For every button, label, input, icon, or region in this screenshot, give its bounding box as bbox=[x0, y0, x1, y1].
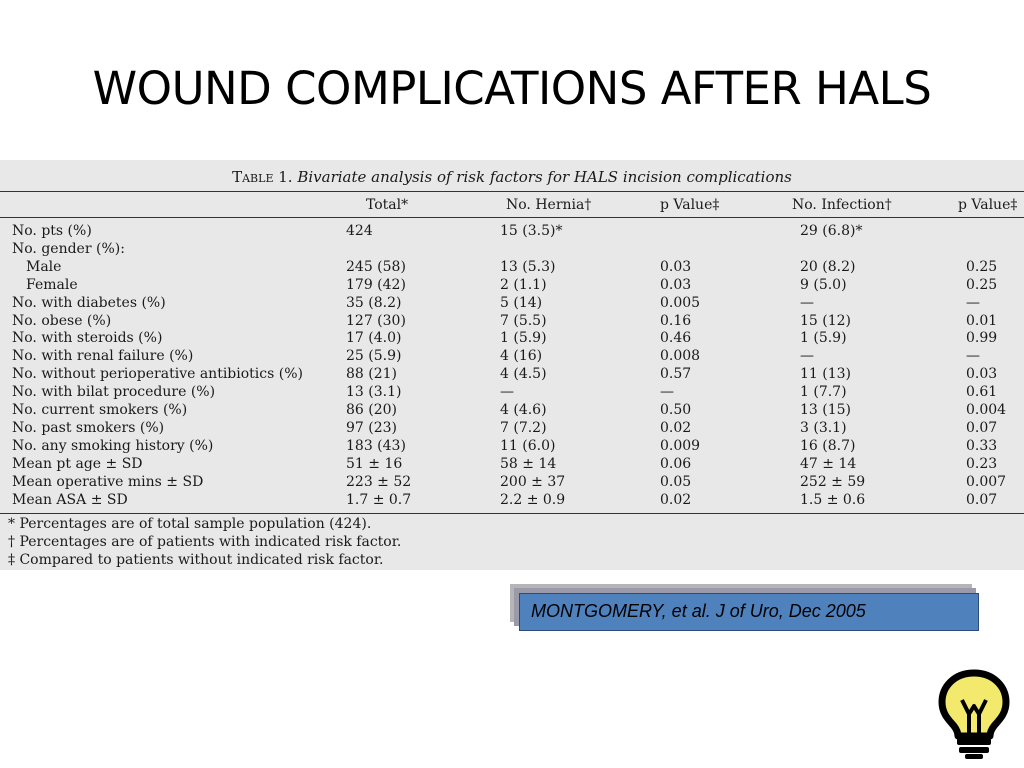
cell-infection: — bbox=[800, 294, 814, 311]
cell-hernia: 1 (5.9) bbox=[500, 330, 547, 347]
footnote-2: † Percentages are of patients with indicated risk factor. bbox=[8, 534, 402, 550]
cell-infection: 1 (7.7) bbox=[800, 384, 847, 401]
cell-total: 245 (58) bbox=[346, 258, 406, 275]
cell-hernia: 58 ± 14 bbox=[500, 455, 557, 472]
table-row bbox=[0, 223, 1024, 241]
table-image bbox=[0, 160, 1024, 570]
footnote-3: ‡ Compared to patients without indicated risk factor. bbox=[8, 552, 384, 568]
cell-p-value-hernia: 0.05 bbox=[660, 473, 692, 490]
row-label: No. past smokers (%) bbox=[12, 419, 165, 436]
cell-p-value-hernia: 0.16 bbox=[660, 312, 692, 329]
cell-p-value-infection: 0.25 bbox=[966, 258, 998, 275]
cell-p-value-infection: 0.33 bbox=[966, 437, 998, 454]
row-label: No. without perioperative antibiotics (%) bbox=[12, 366, 303, 383]
cell-p-value-infection: — bbox=[966, 294, 980, 311]
row-label: No. with bilat procedure (%) bbox=[12, 384, 216, 401]
cell-hernia: 7 (5.5) bbox=[500, 312, 547, 329]
cell-hernia: 2.2 ± 0.9 bbox=[500, 491, 566, 508]
footnote-1: * Percentages are of total sample population (424). bbox=[8, 516, 372, 532]
cell-p-value-infection: — bbox=[966, 348, 980, 365]
table-row bbox=[0, 295, 1024, 313]
cell-p-value-infection: 0.61 bbox=[966, 384, 998, 401]
row-label: No. pts (%) bbox=[12, 223, 92, 239]
lightbulb-icon bbox=[936, 668, 1012, 760]
table-row bbox=[0, 313, 1024, 331]
row-label: Mean ASA ± SD bbox=[12, 491, 128, 508]
table-top-rule bbox=[0, 191, 1024, 192]
table-caption-label: Table 1. bbox=[232, 168, 293, 186]
cell-total: 179 (42) bbox=[346, 276, 406, 293]
cell-infection: 15 (12) bbox=[800, 312, 852, 329]
table-row bbox=[0, 456, 1024, 474]
row-label: Female bbox=[26, 276, 78, 293]
cell-total: 13 (3.1) bbox=[346, 384, 402, 401]
table-row bbox=[0, 366, 1024, 384]
cell-p-value-hernia: 0.02 bbox=[660, 419, 692, 436]
cell-hernia: — bbox=[500, 384, 514, 401]
cell-total: 86 (20) bbox=[346, 402, 398, 418]
cell-p-value-hernia: 0.46 bbox=[660, 330, 692, 347]
cell-hernia: 13 (5.3) bbox=[500, 258, 556, 275]
cell-total: 127 (30) bbox=[346, 312, 406, 329]
cell-p-value-hernia: 0.50 bbox=[660, 402, 692, 418]
cell-p-value-hernia: 0.03 bbox=[660, 276, 692, 293]
cell-p-value-infection: 0.01 bbox=[966, 312, 998, 329]
cell-total: 183 (43) bbox=[346, 437, 406, 454]
cell-p-value-infection: 0.03 bbox=[966, 366, 998, 383]
cell-hernia: 7 (7.2) bbox=[500, 419, 547, 436]
slide-title: WOUND COMPLICATIONS AFTER HALS bbox=[92, 62, 932, 115]
cell-hernia: 4 (4.5) bbox=[500, 366, 547, 383]
cell-hernia: 4 (4.6) bbox=[500, 402, 547, 418]
header-p-value-infection: p Value‡ bbox=[958, 197, 1018, 213]
cell-total: 51 ± 16 bbox=[346, 455, 403, 472]
row-label: Male bbox=[26, 258, 62, 275]
row-label: No. gender (%): bbox=[12, 240, 125, 257]
cell-total: 97 (23) bbox=[346, 419, 398, 436]
row-label: Mean operative mins ± SD bbox=[12, 473, 204, 490]
cell-p-value-infection: 0.007 bbox=[966, 473, 1007, 490]
cell-p-value-hernia: — bbox=[660, 384, 674, 401]
cell-infection: 20 (8.2) bbox=[800, 258, 856, 275]
cell-infection: 252 ± 59 bbox=[800, 473, 866, 490]
table-caption bbox=[0, 168, 1024, 186]
row-label: Mean pt age ± SD bbox=[12, 455, 143, 472]
cell-hernia: 15 (3.5)* bbox=[500, 223, 563, 239]
cell-p-value-infection: 0.25 bbox=[966, 276, 998, 293]
cell-hernia: 2 (1.1) bbox=[500, 276, 547, 293]
cell-hernia: 11 (6.0) bbox=[500, 437, 556, 454]
cell-p-value-hernia: 0.03 bbox=[660, 258, 692, 275]
cell-total: 223 ± 52 bbox=[346, 473, 412, 490]
cell-infection: — bbox=[800, 348, 814, 365]
cell-p-value-hernia: 0.02 bbox=[660, 491, 692, 508]
table-row bbox=[0, 438, 1024, 456]
table-row bbox=[0, 241, 1024, 259]
header-rule bbox=[0, 217, 1024, 218]
cell-infection: 29 (6.8)* bbox=[800, 223, 863, 239]
cell-p-value-hernia: 0.57 bbox=[660, 366, 692, 383]
cell-hernia: 5 (14) bbox=[500, 294, 543, 311]
cell-infection: 1 (5.9) bbox=[800, 330, 847, 347]
cell-p-value-infection: 0.23 bbox=[966, 455, 998, 472]
cell-infection: 11 (13) bbox=[800, 366, 852, 383]
cell-infection: 47 ± 14 bbox=[800, 455, 857, 472]
cell-p-value-hernia: 0.009 bbox=[660, 437, 701, 454]
cell-total: 17 (4.0) bbox=[346, 330, 402, 347]
row-label: No. with diabetes (%) bbox=[12, 294, 166, 311]
cell-total: 88 (21) bbox=[346, 366, 398, 383]
table-row bbox=[0, 384, 1024, 402]
row-label: No. with steroids (%) bbox=[12, 330, 163, 347]
cell-p-value-infection: 0.004 bbox=[966, 402, 1007, 418]
citation-box: MONTGOMERY, et al. J of Uro, Dec 2005 bbox=[519, 593, 979, 631]
table-row bbox=[0, 402, 1024, 420]
cell-hernia: 4 (16) bbox=[500, 348, 543, 365]
cell-infection: 16 (8.7) bbox=[800, 437, 856, 454]
cell-infection: 9 (5.0) bbox=[800, 276, 847, 293]
cell-total: 25 (5.9) bbox=[346, 348, 402, 365]
header-hernia: No. Hernia† bbox=[506, 197, 592, 213]
row-label: No. current smokers (%) bbox=[12, 402, 188, 418]
cell-p-value-infection: 0.07 bbox=[966, 419, 998, 436]
cell-total: 35 (8.2) bbox=[346, 294, 402, 311]
header-p-value-hernia: p Value‡ bbox=[660, 197, 720, 213]
header-total: Total* bbox=[366, 197, 409, 213]
cell-p-value-infection: 0.07 bbox=[966, 491, 998, 508]
cell-hernia: 200 ± 37 bbox=[500, 473, 566, 490]
cell-infection: 13 (15) bbox=[800, 402, 852, 418]
table-row bbox=[0, 330, 1024, 348]
table-row bbox=[0, 277, 1024, 295]
cell-total: 424 bbox=[346, 223, 373, 239]
cell-infection: 1.5 ± 0.6 bbox=[800, 491, 866, 508]
table-row bbox=[0, 420, 1024, 438]
table-row bbox=[0, 474, 1024, 492]
table-caption-text: Bivariate analysis of risk factors for HALS incision complications bbox=[297, 168, 792, 186]
table-row bbox=[0, 348, 1024, 366]
cell-p-value-hernia: 0.008 bbox=[660, 348, 701, 365]
table-row bbox=[0, 259, 1024, 277]
cell-total: 1.7 ± 0.7 bbox=[346, 491, 412, 508]
row-label: No. with renal failure (%) bbox=[12, 348, 194, 365]
row-label: No. any smoking history (%) bbox=[12, 437, 214, 454]
cell-infection: 3 (3.1) bbox=[800, 419, 847, 436]
cell-p-value-hernia: 0.06 bbox=[660, 455, 692, 472]
table-bottom-rule bbox=[0, 513, 1024, 514]
cell-p-value-hernia: 0.005 bbox=[660, 294, 701, 311]
row-label: No. obese (%) bbox=[12, 312, 112, 329]
header-infection: No. Infection† bbox=[792, 197, 892, 213]
cell-p-value-infection: 0.99 bbox=[966, 330, 998, 347]
table-row bbox=[0, 492, 1024, 510]
